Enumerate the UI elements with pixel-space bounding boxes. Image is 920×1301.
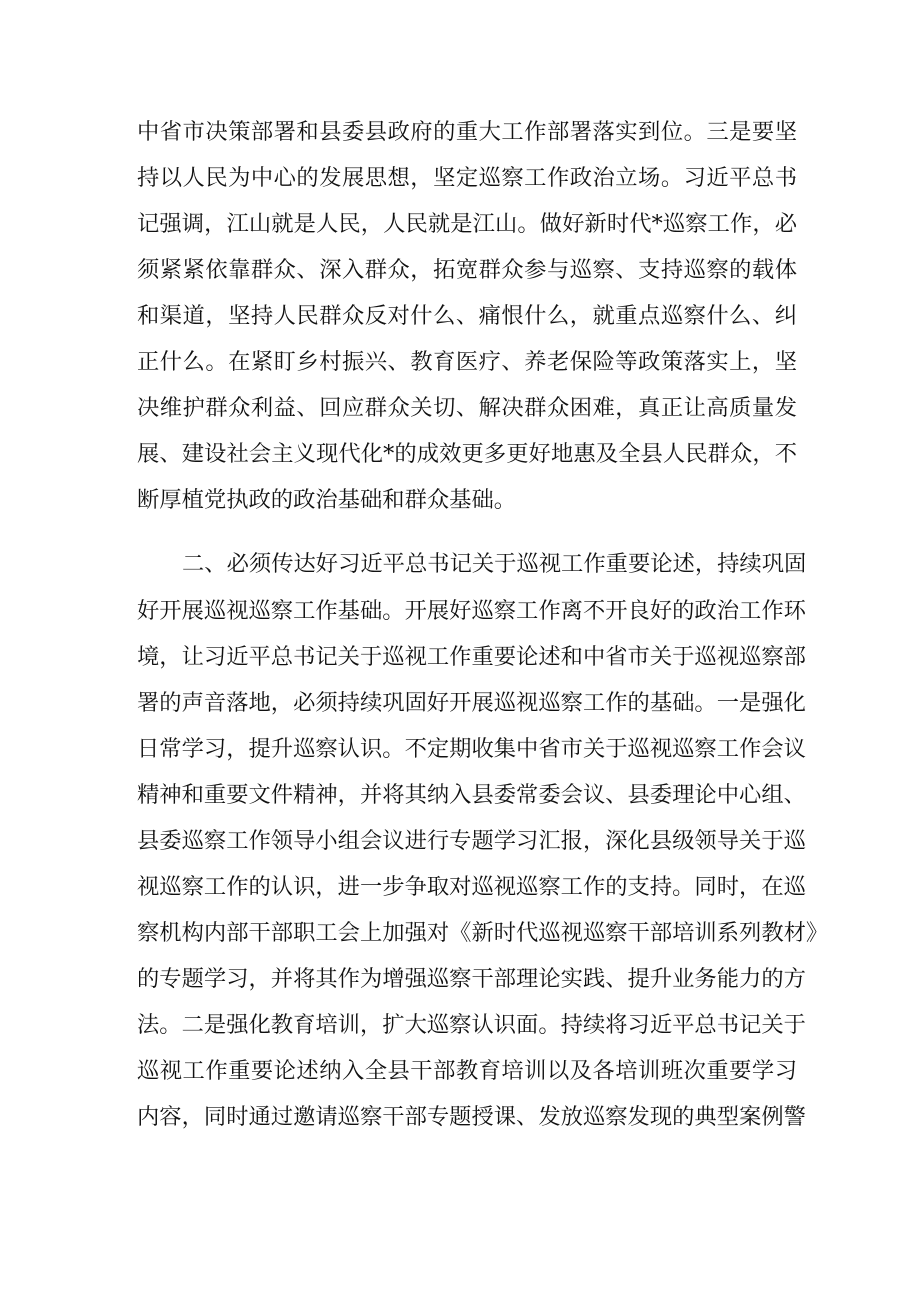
text-line: 断厚植党执政的政治基础和群众基础。 xyxy=(137,487,517,513)
text-line: 视巡察工作的认识，进一步争取对巡视巡察工作的支持。同时，在巡 xyxy=(137,874,806,900)
text-line: 决维护群众利益、回应群众关切、解决群众困难，真正让高质量发 xyxy=(137,395,797,421)
text-line: 正什么。在紧盯乡村振兴、教育医疗、养老保险等政策落实上，坚 xyxy=(137,349,797,375)
text-line: 巡视工作重要论述纳入全县干部教育培训以及各培训班次重要学习 xyxy=(137,1058,797,1084)
text-line: 的专题学习，并将其作为增强巡察干部理论实践、提升业务能力的方 xyxy=(137,966,806,992)
text-line: 须紧紧依靠群众、深入群众，拓宽群众参与巡察、支持巡察的载体 xyxy=(137,257,797,283)
text-line: 内容，同时通过邀请巡察干部专题授课、发放巡察发现的典型案例警 xyxy=(137,1104,806,1130)
text-line: 境，让习近平总书记关于巡视工作重要论述和中省市关于巡视巡察部 xyxy=(137,644,806,670)
text-line: 好开展巡视巡察工作基础。开展好巡察工作离不开良好的政治工作环 xyxy=(137,598,806,624)
text-line: 和渠道，坚持人民群众反对什么、痛恨什么，就重点巡察什么、纠 xyxy=(137,303,797,329)
text-line: 精神和重要文件精神，并将其纳入县委常委会议、县委理论中心组、 xyxy=(137,782,806,808)
text-line: 持以人民为中心的发展思想，坚定巡察工作政治立场。习近平总书 xyxy=(137,165,797,191)
text-line: 日常学习，提升巡察认识。不定期收集中省市关于巡视巡察工作会议 xyxy=(137,736,806,762)
text-line: 二、必须传达好习近平总书记关于巡视工作重要论述，持续巩固 xyxy=(182,551,807,577)
text-line: 法。二是强化教育培训，扩大巡察认识面。持续将习近平总书记关于 xyxy=(137,1012,806,1038)
text-line: 展、建设社会主义现代化*的成效更多更好地惠及全县人民群众，不 xyxy=(137,441,797,467)
text-line: 察机构内部干部职工会上加强对《新时代巡视巡察干部培训系列教材》 xyxy=(137,920,829,946)
text-line: 县委巡察工作领导小组会议进行专题学习汇报，深化县级领导关于巡 xyxy=(137,828,806,854)
text-line: 中省市决策部署和县委县政府的重大工作部署落实到位。三是要坚 xyxy=(137,119,797,145)
text-line: 记强调，江山就是人民，人民就是江山。做好新时代*巡察工作，必 xyxy=(137,211,797,237)
text-line: 署的声音落地，必须持续巩固好开展巡视巡察工作的基础。一是强化 xyxy=(137,690,806,716)
